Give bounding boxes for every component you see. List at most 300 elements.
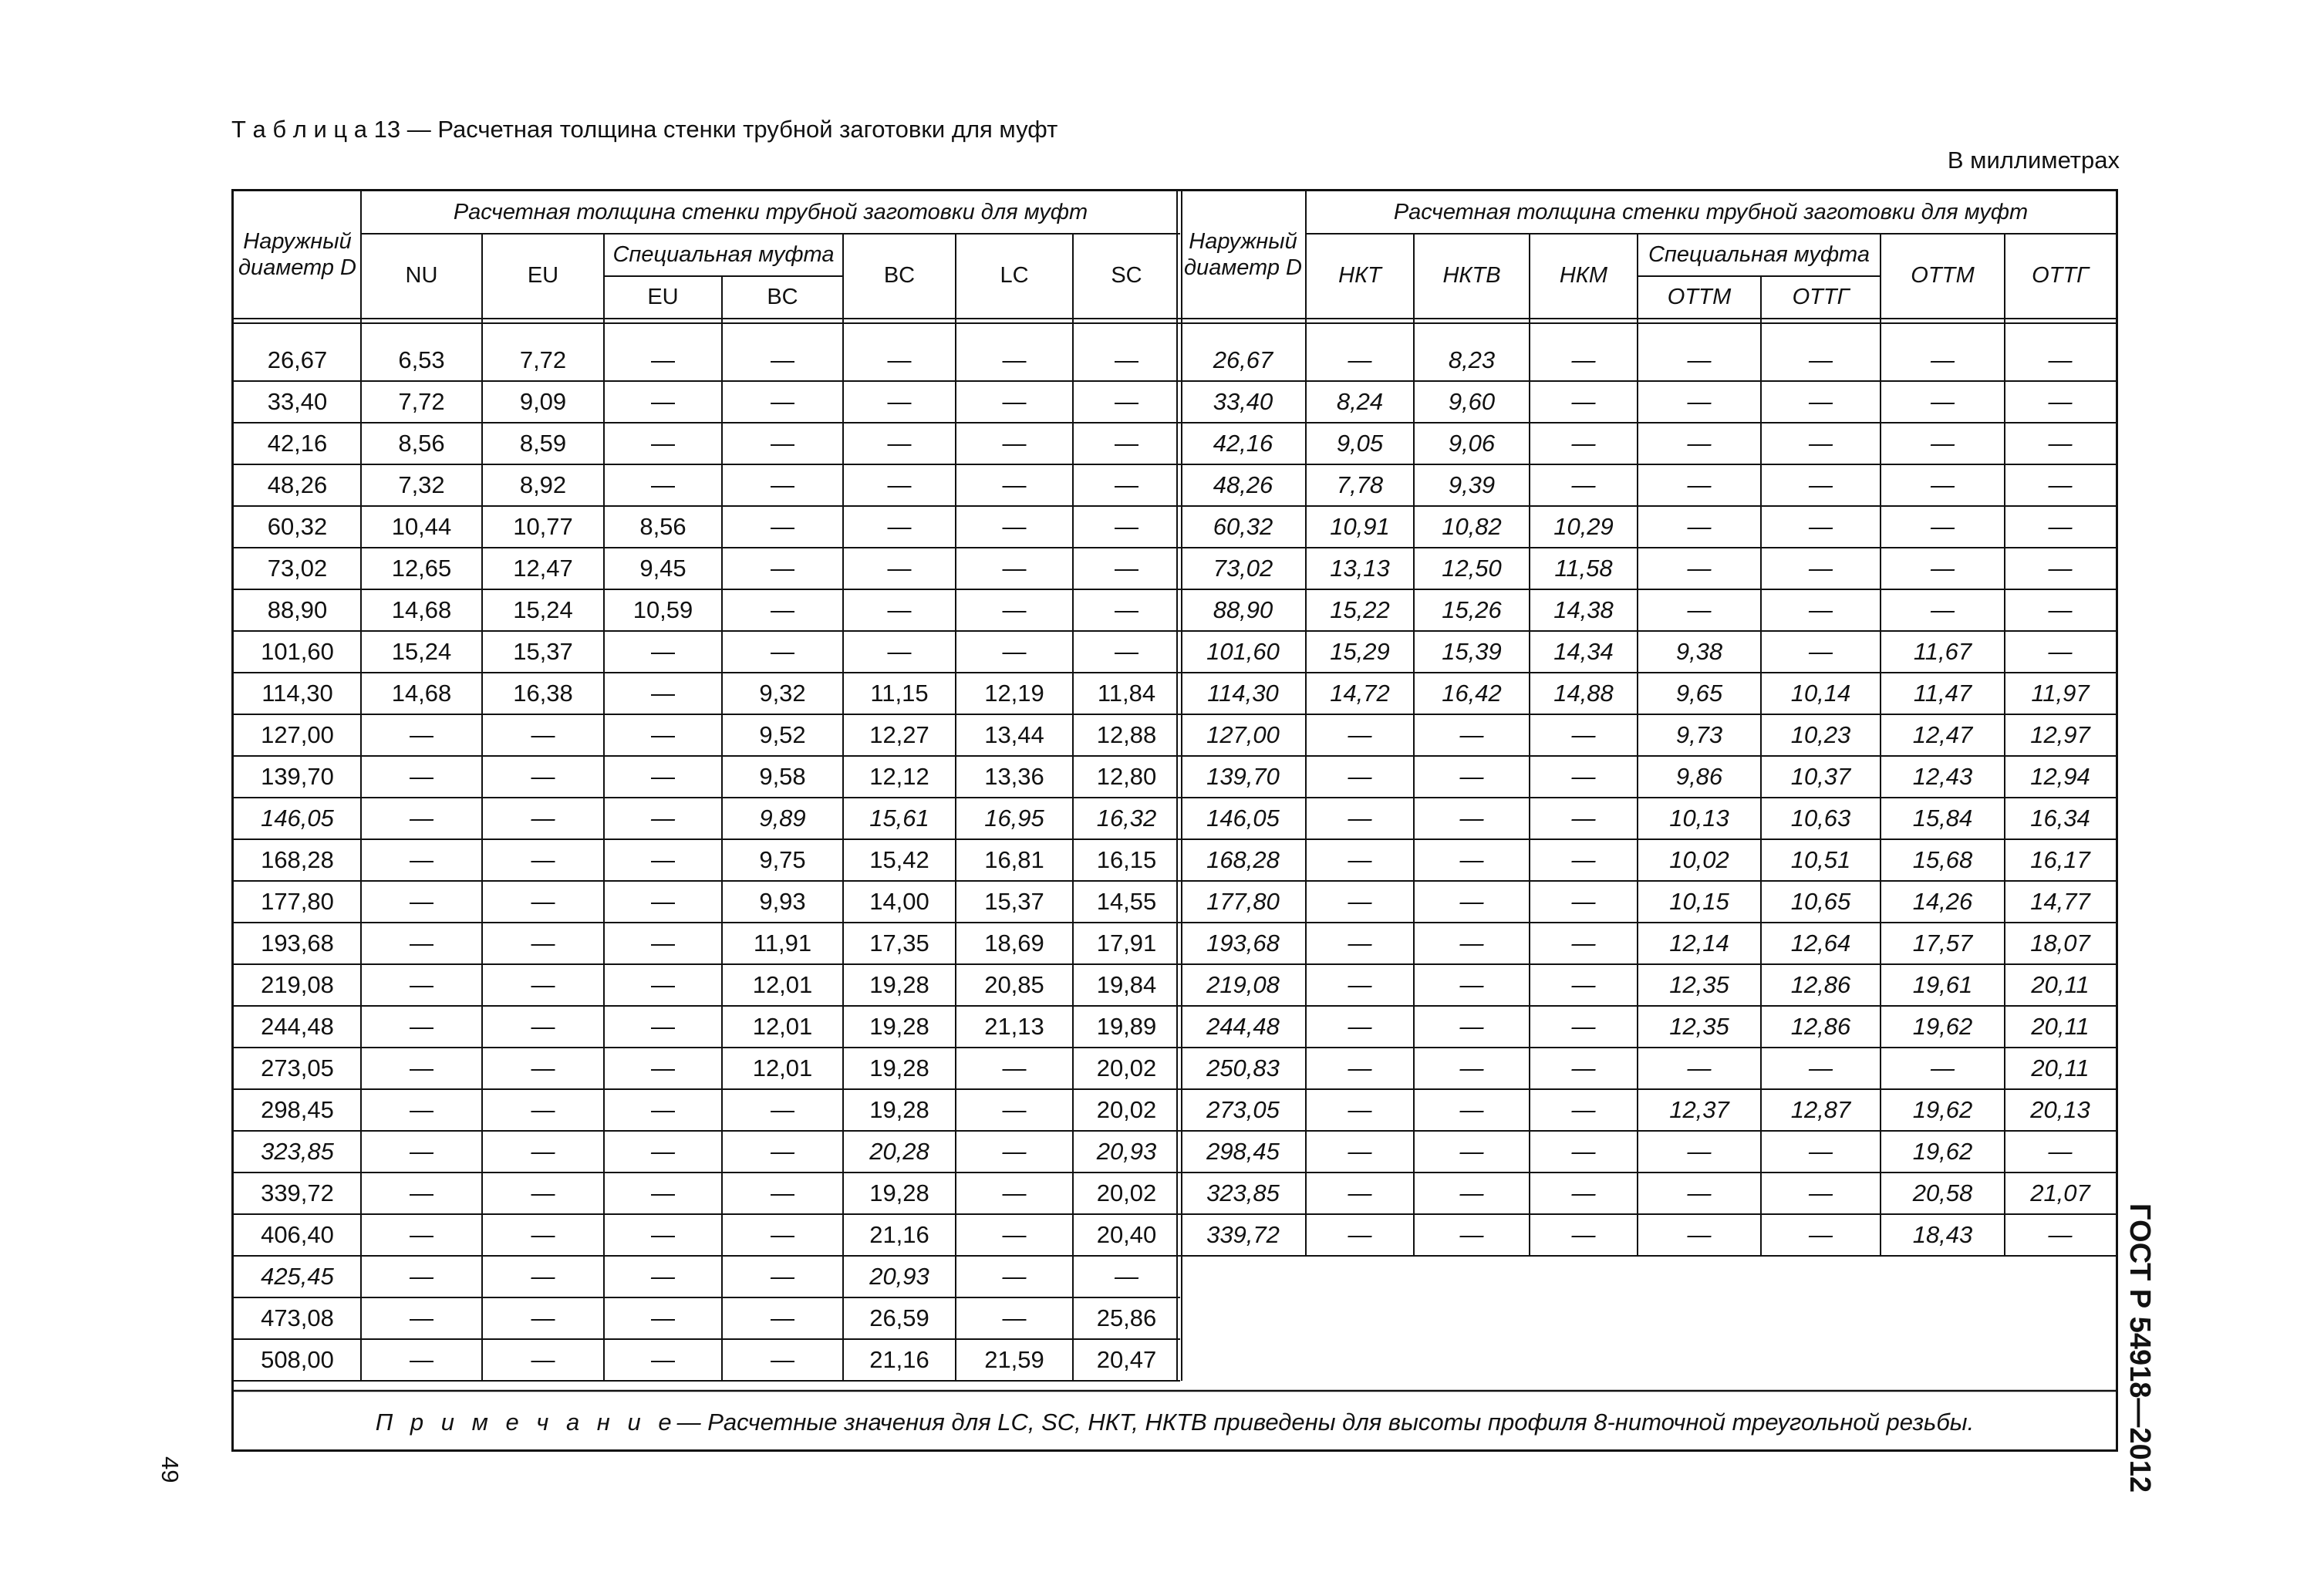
right-value-cell: — bbox=[2048, 555, 2073, 582]
left-value-cell: 9,52 bbox=[759, 721, 806, 749]
right-value-cell: — bbox=[1687, 1179, 1712, 1207]
left-value-cell: 7,72 bbox=[519, 346, 567, 374]
left-diameter-cell: 473,08 bbox=[261, 1304, 334, 1332]
right-diameter-cell: 60,32 bbox=[1213, 513, 1273, 541]
left-value-cell: 19,89 bbox=[1096, 1013, 1157, 1041]
right-value-cell: 18,43 bbox=[1912, 1221, 1973, 1249]
left-diameter-header: Наружный диаметр D bbox=[238, 229, 356, 280]
left-value-cell: 12,01 bbox=[752, 971, 813, 999]
left-value-cell: 9,45 bbox=[639, 555, 686, 582]
header-lc: LC bbox=[1000, 263, 1029, 288]
right-value-cell: 14,72 bbox=[1330, 680, 1390, 707]
left-value-cell: 9,32 bbox=[759, 680, 806, 707]
left-value-cell: 8,59 bbox=[519, 430, 567, 457]
left-special-header: Специальная муфта bbox=[612, 241, 835, 267]
right-value-cell: 15,39 bbox=[1442, 638, 1502, 666]
left-value-cell: 16,15 bbox=[1096, 846, 1157, 874]
left-value-cell: — bbox=[531, 1179, 555, 1207]
header-sc: SC bbox=[1111, 263, 1142, 288]
left-value-cell: — bbox=[887, 596, 912, 624]
left-value-cell: 9,89 bbox=[759, 805, 806, 832]
right-diameter-cell: 323,85 bbox=[1206, 1179, 1280, 1207]
right-value-cell: — bbox=[1459, 971, 1484, 999]
right-value-cell: — bbox=[1809, 596, 1833, 624]
right-value-cell: — bbox=[1931, 513, 1955, 541]
left-value-cell: 11,15 bbox=[870, 680, 929, 707]
right-value-cell: 10,51 bbox=[1790, 846, 1851, 874]
right-value-cell: 12,50 bbox=[1442, 555, 1502, 582]
right-value-cell: — bbox=[1348, 1013, 1372, 1041]
right-value-cell: — bbox=[1687, 1054, 1712, 1082]
left-value-cell: — bbox=[651, 680, 675, 707]
right-value-cell: — bbox=[2048, 1138, 2073, 1166]
right-value-cell: — bbox=[1571, 1221, 1596, 1249]
left-value-cell: 9,93 bbox=[759, 888, 806, 916]
standard-designation: ГОСТ Р 54918—2012 bbox=[2123, 1203, 2156, 1493]
header-nkt: НКТ bbox=[1338, 263, 1381, 288]
right-value-cell: 12,94 bbox=[2030, 763, 2090, 791]
right-value-cell: 12,43 bbox=[1912, 763, 1973, 791]
left-value-cell: 21,16 bbox=[869, 1346, 929, 1374]
left-value-cell: — bbox=[887, 555, 912, 582]
right-value-cell: — bbox=[1809, 555, 1833, 582]
left-value-cell: 9,75 bbox=[759, 846, 806, 874]
right-value-cell: — bbox=[1571, 763, 1596, 791]
header-eu: EU bbox=[527, 263, 559, 288]
left-value-cell: — bbox=[651, 430, 675, 457]
right-diameter-cell: 88,90 bbox=[1213, 596, 1273, 624]
left-value-cell: — bbox=[887, 430, 912, 457]
left-diameter-cell: 33,40 bbox=[267, 388, 328, 416]
right-diameter-cell: 219,08 bbox=[1206, 971, 1280, 999]
right-diameter-cell: 114,30 bbox=[1207, 680, 1279, 707]
left-diameter-cell: 323,85 bbox=[261, 1138, 334, 1166]
right-value-cell: 21,07 bbox=[2030, 1179, 2090, 1207]
right-value-cell: 9,06 bbox=[1448, 430, 1496, 457]
right-value-cell: 10,63 bbox=[1790, 805, 1851, 832]
right-special-header: Специальная муфта bbox=[1648, 241, 1870, 267]
right-diameter-cell: 244,48 bbox=[1206, 1013, 1280, 1041]
left-diameter-cell: 48,26 bbox=[267, 471, 328, 499]
left-value-cell: — bbox=[1002, 1096, 1027, 1124]
right-value-cell: 10,23 bbox=[1790, 721, 1851, 749]
left-value-cell: 14,68 bbox=[391, 680, 452, 707]
left-value-cell: 20,02 bbox=[1096, 1096, 1157, 1124]
right-value-cell: 18,07 bbox=[2030, 930, 2090, 957]
left-diameter-cell: 127,00 bbox=[261, 721, 334, 749]
left-value-cell: — bbox=[651, 1263, 675, 1291]
left-value-cell: 20,93 bbox=[869, 1263, 929, 1291]
left-value-cell: 12,12 bbox=[869, 763, 929, 791]
left-value-cell: — bbox=[771, 346, 794, 374]
right-value-cell: — bbox=[1931, 596, 1955, 624]
left-value-cell: — bbox=[1115, 388, 1138, 416]
left-value-cell: — bbox=[531, 888, 555, 916]
right-value-cell: — bbox=[1571, 930, 1596, 957]
left-value-cell: — bbox=[771, 1346, 794, 1374]
left-value-cell: 16,81 bbox=[984, 846, 1044, 874]
left-value-cell: 19,84 bbox=[1096, 971, 1157, 999]
right-value-cell: — bbox=[1348, 888, 1372, 916]
right-diameter-cell: 250,83 bbox=[1206, 1054, 1280, 1082]
right-value-cell: 10,02 bbox=[1669, 846, 1729, 874]
right-value-cell: — bbox=[1348, 1054, 1372, 1082]
note-label: П р и м е ч а н и е bbox=[375, 1409, 677, 1436]
left-value-cell: — bbox=[887, 346, 912, 374]
right-value-cell: 19,62 bbox=[1912, 1096, 1973, 1124]
right-value-cell: 12,35 bbox=[1669, 971, 1729, 999]
left-value-cell: — bbox=[771, 638, 794, 666]
left-value-cell: — bbox=[1002, 388, 1027, 416]
left-value-cell: 20,40 bbox=[1096, 1221, 1157, 1249]
left-value-cell: — bbox=[771, 1304, 794, 1332]
right-value-cell: — bbox=[1459, 1054, 1484, 1082]
right-value-cell: — bbox=[1459, 888, 1484, 916]
right-value-cell: — bbox=[1571, 388, 1596, 416]
left-value-cell: 19,28 bbox=[869, 1179, 929, 1207]
left-value-cell: 11,84 bbox=[1097, 680, 1156, 707]
right-diameter-header: Наружный диаметр D bbox=[1184, 229, 1302, 280]
left-value-cell: — bbox=[531, 721, 555, 749]
left-group-header: Расчетная толщина стенки трубной заготовки для муфт bbox=[453, 199, 1088, 224]
right-value-cell: 10,14 bbox=[1790, 680, 1851, 707]
right-value-cell: — bbox=[1459, 1013, 1484, 1041]
right-value-cell: — bbox=[1459, 1096, 1484, 1124]
right-value-cell: — bbox=[1571, 471, 1596, 499]
left-value-cell: — bbox=[531, 1054, 555, 1082]
left-value-cell: — bbox=[771, 1221, 794, 1249]
left-value-cell: — bbox=[1002, 1263, 1027, 1291]
header-bc: BC bbox=[883, 263, 916, 288]
right-value-cell: — bbox=[1459, 1138, 1484, 1166]
left-value-cell: — bbox=[651, 1096, 675, 1124]
left-value-cell: 15,24 bbox=[513, 596, 573, 624]
left-diameter-cell: 60,32 bbox=[267, 513, 328, 541]
left-value-cell: — bbox=[771, 555, 794, 582]
left-diameter-cell: 193,68 bbox=[261, 930, 334, 957]
right-value-cell: — bbox=[1571, 1138, 1596, 1166]
right-value-cell: 11,67 bbox=[1913, 638, 1972, 666]
right-value-cell: 8,23 bbox=[1448, 346, 1496, 374]
left-value-cell: 20,93 bbox=[1096, 1138, 1157, 1166]
left-value-cell: — bbox=[410, 1346, 433, 1374]
left-value-cell: — bbox=[1002, 1179, 1027, 1207]
right-value-cell: — bbox=[1687, 1138, 1712, 1166]
left-value-cell: — bbox=[410, 763, 433, 791]
page-number: 49 bbox=[157, 1456, 184, 1483]
right-value-cell: — bbox=[1348, 971, 1372, 999]
left-value-cell: 12,01 bbox=[752, 1054, 813, 1082]
left-value-cell: — bbox=[651, 388, 675, 416]
left-value-cell: — bbox=[887, 513, 912, 541]
right-value-cell: 12,47 bbox=[1912, 721, 1973, 749]
right-value-cell: — bbox=[1348, 721, 1372, 749]
wall-thickness-table bbox=[231, 189, 2118, 1452]
left-value-cell: — bbox=[1115, 596, 1138, 624]
left-value-cell: — bbox=[531, 1096, 555, 1124]
right-value-cell: 12,86 bbox=[1790, 1013, 1851, 1041]
left-value-cell: 8,56 bbox=[639, 513, 686, 541]
right-value-cell: — bbox=[2048, 513, 2073, 541]
left-value-cell: — bbox=[771, 1179, 794, 1207]
left-value-cell: 13,44 bbox=[984, 721, 1044, 749]
left-diameter-cell: 146,05 bbox=[261, 805, 334, 832]
left-value-cell: — bbox=[887, 638, 912, 666]
right-diameter-cell: 101,60 bbox=[1206, 638, 1280, 666]
left-value-cell: — bbox=[887, 471, 912, 499]
left-value-cell: — bbox=[531, 1304, 555, 1332]
left-value-cell: — bbox=[651, 971, 675, 999]
right-value-cell: — bbox=[1571, 346, 1596, 374]
right-value-cell: 11,47 bbox=[1913, 680, 1972, 707]
left-value-cell: — bbox=[771, 471, 794, 499]
right-diameter-cell: 177,80 bbox=[1206, 888, 1280, 916]
right-value-cell: 14,38 bbox=[1553, 596, 1614, 624]
left-value-cell: — bbox=[651, 888, 675, 916]
left-value-cell: — bbox=[531, 1263, 555, 1291]
left-diameter-cell: 177,80 bbox=[261, 888, 334, 916]
right-value-cell: — bbox=[1571, 846, 1596, 874]
left-value-cell: 12,80 bbox=[1096, 763, 1157, 791]
right-value-cell: — bbox=[1348, 1179, 1372, 1207]
left-value-cell: — bbox=[651, 1304, 675, 1332]
right-value-cell: 9,05 bbox=[1336, 430, 1384, 457]
right-value-cell: — bbox=[1571, 721, 1596, 749]
left-value-cell: — bbox=[651, 638, 675, 666]
right-diameter-cell: 73,02 bbox=[1213, 555, 1273, 582]
right-value-cell: 8,24 bbox=[1336, 388, 1384, 416]
right-value-cell: — bbox=[1931, 555, 1955, 582]
left-value-cell: — bbox=[651, 805, 675, 832]
table-note bbox=[234, 1393, 2116, 1452]
left-value-cell: 20,47 bbox=[1096, 1346, 1157, 1374]
left-value-cell: — bbox=[1002, 471, 1027, 499]
right-value-cell: — bbox=[1571, 430, 1596, 457]
right-value-cell: — bbox=[1459, 763, 1484, 791]
left-value-cell: 16,38 bbox=[513, 680, 573, 707]
left-value-cell: — bbox=[1002, 596, 1027, 624]
right-value-cell: — bbox=[1459, 1221, 1484, 1249]
left-value-cell: 20,02 bbox=[1096, 1054, 1157, 1082]
left-value-cell: — bbox=[1115, 346, 1138, 374]
left-value-cell: — bbox=[651, 1013, 675, 1041]
left-value-cell: — bbox=[887, 388, 912, 416]
right-value-cell: 20,11 bbox=[2031, 1054, 2090, 1082]
left-value-cell: — bbox=[531, 846, 555, 874]
left-value-cell: 7,32 bbox=[398, 471, 445, 499]
left-value-cell: — bbox=[1002, 430, 1027, 457]
right-value-cell: — bbox=[1809, 513, 1833, 541]
left-value-cell: 20,85 bbox=[984, 971, 1044, 999]
right-diameter-cell: 139,70 bbox=[1206, 763, 1280, 791]
left-value-cell: — bbox=[651, 846, 675, 874]
right-value-cell: 10,82 bbox=[1442, 513, 1502, 541]
right-value-cell: 20,11 bbox=[2031, 1013, 2090, 1041]
left-value-cell: — bbox=[531, 1221, 555, 1249]
left-diameter-cell: 244,48 bbox=[261, 1013, 334, 1041]
left-value-cell: 26,59 bbox=[869, 1304, 929, 1332]
right-value-cell: 15,22 bbox=[1330, 596, 1390, 624]
left-value-cell: 12,01 bbox=[752, 1013, 813, 1041]
right-value-cell: — bbox=[1348, 1221, 1372, 1249]
left-value-cell: 14,68 bbox=[391, 596, 452, 624]
left-value-cell: — bbox=[410, 888, 433, 916]
left-value-cell: 17,35 bbox=[869, 930, 929, 957]
right-value-cell: — bbox=[1348, 930, 1372, 957]
left-value-cell: — bbox=[771, 1138, 794, 1166]
right-value-cell: — bbox=[1459, 930, 1484, 957]
left-value-cell: 14,55 bbox=[1096, 888, 1157, 916]
left-value-cell: — bbox=[410, 805, 433, 832]
left-value-cell: 19,28 bbox=[869, 971, 929, 999]
right-value-cell: — bbox=[1348, 1138, 1372, 1166]
right-value-cell: — bbox=[1687, 388, 1712, 416]
right-value-cell: 17,57 bbox=[1912, 930, 1973, 957]
right-diameter-cell: 146,05 bbox=[1206, 805, 1280, 832]
right-value-cell: 12,35 bbox=[1669, 1013, 1729, 1041]
right-value-cell: — bbox=[1571, 1096, 1596, 1124]
right-value-cell: 14,77 bbox=[2030, 888, 2090, 916]
header-special-eu: EU bbox=[647, 284, 679, 309]
right-diameter-cell: 193,68 bbox=[1206, 930, 1280, 957]
right-value-cell: 16,17 bbox=[2030, 846, 2090, 874]
right-diameter-cell: 298,45 bbox=[1206, 1138, 1280, 1166]
left-value-cell: 15,61 bbox=[869, 805, 929, 832]
left-value-cell: 10,44 bbox=[391, 513, 452, 541]
left-value-cell: 16,32 bbox=[1096, 805, 1157, 832]
left-value-cell: 9,09 bbox=[519, 388, 567, 416]
right-value-cell: 15,26 bbox=[1442, 596, 1502, 624]
left-diameter-cell: 298,45 bbox=[261, 1096, 334, 1124]
right-value-cell: 12,87 bbox=[1790, 1096, 1851, 1124]
right-value-cell: 16,42 bbox=[1442, 680, 1502, 707]
header-special-bc: BC bbox=[767, 284, 798, 309]
right-value-cell: 7,78 bbox=[1336, 471, 1384, 499]
left-value-cell: — bbox=[651, 721, 675, 749]
units-label: В миллиметрах bbox=[1947, 147, 2120, 174]
left-value-cell: — bbox=[531, 763, 555, 791]
header-ottm: ОТТМ bbox=[1911, 263, 1975, 288]
left-value-cell: — bbox=[1002, 1138, 1027, 1166]
left-value-cell: 15,24 bbox=[391, 638, 452, 666]
left-value-cell: — bbox=[410, 1179, 433, 1207]
left-diameter-cell: 406,40 bbox=[261, 1221, 334, 1249]
right-value-cell: — bbox=[1809, 1138, 1833, 1166]
right-value-cell: — bbox=[2048, 596, 2073, 624]
left-value-cell: 8,92 bbox=[519, 471, 567, 499]
left-value-cell: 8,56 bbox=[398, 430, 445, 457]
right-value-cell: 19,61 bbox=[1912, 971, 1973, 999]
left-value-cell: 21,16 bbox=[869, 1221, 929, 1249]
left-value-cell: — bbox=[531, 805, 555, 832]
left-value-cell: — bbox=[651, 1138, 675, 1166]
left-diameter-cell: 339,72 bbox=[261, 1179, 334, 1207]
left-diameter-cell: 508,00 bbox=[261, 1346, 334, 1374]
right-value-cell: — bbox=[2048, 430, 2073, 457]
right-value-cell: — bbox=[1348, 846, 1372, 874]
left-value-cell: 10,59 bbox=[632, 596, 693, 624]
right-value-cell: — bbox=[2048, 1221, 2073, 1249]
left-diameter-cell: 219,08 bbox=[261, 971, 334, 999]
right-diameter-cell: 26,67 bbox=[1213, 346, 1273, 374]
left-value-cell: — bbox=[410, 1054, 433, 1082]
right-value-cell: 14,26 bbox=[1912, 888, 1973, 916]
left-value-cell: 19,28 bbox=[869, 1013, 929, 1041]
right-value-cell: — bbox=[1809, 1054, 1833, 1082]
left-value-cell: — bbox=[410, 1013, 433, 1041]
right-value-cell: — bbox=[2048, 388, 2073, 416]
left-value-cell: — bbox=[531, 930, 555, 957]
left-value-cell: — bbox=[410, 1304, 433, 1332]
left-value-cell: — bbox=[771, 596, 794, 624]
left-value-cell: 12,47 bbox=[513, 555, 573, 582]
right-value-cell: — bbox=[1687, 596, 1712, 624]
right-value-cell: 15,29 bbox=[1330, 638, 1390, 666]
right-value-cell: — bbox=[2048, 638, 2073, 666]
left-value-cell: — bbox=[410, 1096, 433, 1124]
right-diameter-cell: 33,40 bbox=[1213, 388, 1273, 416]
right-value-cell: 9,86 bbox=[1675, 763, 1723, 791]
header-ottg: ОТТГ bbox=[2032, 263, 2089, 288]
right-value-cell: 19,62 bbox=[1912, 1013, 1973, 1041]
left-value-cell: — bbox=[1115, 430, 1138, 457]
left-value-cell: — bbox=[771, 430, 794, 457]
right-value-cell: — bbox=[2048, 346, 2073, 374]
right-value-cell: — bbox=[1571, 805, 1596, 832]
right-value-cell: — bbox=[1687, 346, 1712, 374]
left-value-cell: — bbox=[1002, 346, 1027, 374]
right-value-cell: — bbox=[1687, 555, 1712, 582]
right-value-cell: — bbox=[1459, 1179, 1484, 1207]
left-value-cell: — bbox=[531, 1138, 555, 1166]
left-value-cell: — bbox=[1002, 555, 1027, 582]
right-value-cell: 20,58 bbox=[1912, 1179, 1973, 1207]
left-value-cell: 21,13 bbox=[984, 1013, 1044, 1041]
left-value-cell: 12,88 bbox=[1096, 721, 1157, 749]
left-value-cell: — bbox=[651, 1346, 675, 1374]
right-value-cell: 13,13 bbox=[1330, 555, 1390, 582]
left-value-cell: — bbox=[1115, 1263, 1138, 1291]
right-value-cell: — bbox=[1571, 971, 1596, 999]
left-value-cell: — bbox=[651, 930, 675, 957]
left-value-cell: — bbox=[1002, 1221, 1027, 1249]
right-value-cell: 9,39 bbox=[1448, 471, 1496, 499]
right-diameter-cell: 273,05 bbox=[1206, 1096, 1280, 1124]
left-value-cell: — bbox=[651, 346, 675, 374]
right-value-cell: 12,64 bbox=[1790, 930, 1851, 957]
right-value-cell: — bbox=[1571, 888, 1596, 916]
right-value-cell: 12,14 bbox=[1669, 930, 1729, 957]
right-value-cell: — bbox=[1809, 638, 1833, 666]
right-value-cell: 10,91 bbox=[1330, 513, 1390, 541]
left-value-cell: 20,02 bbox=[1096, 1179, 1157, 1207]
right-value-cell: 9,38 bbox=[1675, 638, 1723, 666]
right-diameter-cell: 127,00 bbox=[1206, 721, 1280, 749]
left-value-cell: — bbox=[1115, 471, 1138, 499]
left-value-cell: 14,00 bbox=[869, 888, 929, 916]
right-value-cell: 12,86 bbox=[1790, 971, 1851, 999]
right-value-cell: 15,68 bbox=[1912, 846, 1973, 874]
left-diameter-cell: 168,28 bbox=[261, 846, 334, 874]
right-value-cell: — bbox=[1931, 430, 1955, 457]
left-value-cell: — bbox=[531, 971, 555, 999]
note-text: — Расчетные значения для LC, SC, НКТ, НКТВ приведены для высоты профиля 8-ниточной треугольной резьбы. bbox=[676, 1409, 1975, 1436]
right-value-cell: — bbox=[1809, 1179, 1833, 1207]
left-value-cell: — bbox=[1002, 1054, 1027, 1082]
left-diameter-cell: 101,60 bbox=[261, 638, 334, 666]
left-value-cell: 12,65 bbox=[391, 555, 452, 582]
header-nktv: НКТВ bbox=[1442, 263, 1501, 288]
